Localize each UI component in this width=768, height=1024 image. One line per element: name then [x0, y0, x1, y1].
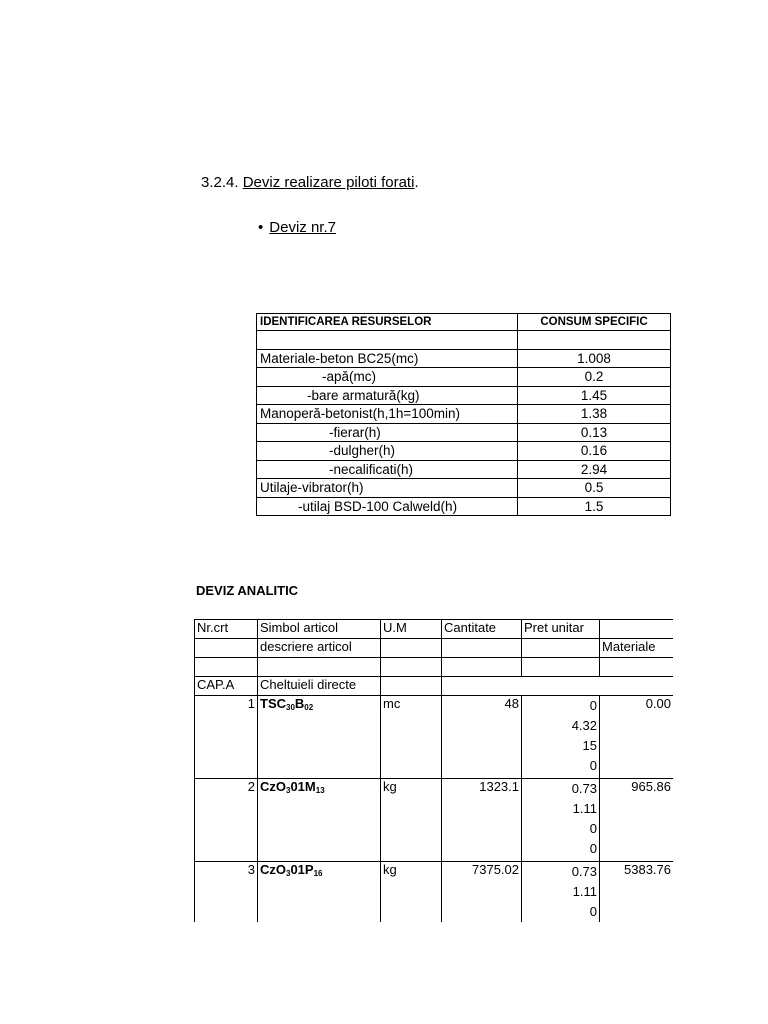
article-code-part: CzO	[260, 779, 286, 794]
empty-cell	[195, 658, 258, 677]
article-unit-price: 0.73	[571, 781, 597, 796]
resource-consumption: 1.5	[518, 497, 671, 516]
resources-header-name: IDENTIFICAREA RESURSELOR	[257, 314, 518, 331]
article-unit-price: 0	[589, 821, 597, 836]
chapter-label: CAP.A	[195, 677, 258, 696]
resource-row	[257, 423, 671, 442]
resource-name: -utilaj BSD-100 Calweld(h)	[257, 497, 518, 516]
deviz-subheading	[258, 219, 336, 236]
resource-consumption: 1.45	[518, 386, 671, 405]
section-title: Deviz realizare piloti forati	[242, 174, 415, 191]
resources-header-row	[257, 314, 671, 331]
header-um: U.M	[381, 620, 442, 639]
article-quantity: 48	[442, 696, 522, 779]
empty-cell	[442, 658, 522, 677]
article-unit-price: 0	[589, 758, 597, 773]
empty-cell	[442, 677, 522, 696]
subheader-materiale: Materiale	[600, 639, 674, 658]
resource-name: -apă(mc)	[257, 368, 518, 387]
chapter-desc: Cheltuieli directe	[258, 677, 381, 696]
header-simbol: Simbol articol	[258, 620, 381, 639]
subheader-cell	[522, 639, 600, 658]
article-unit-prices	[522, 779, 600, 862]
section-number: 3.2.4.	[201, 174, 243, 191]
empty-cell	[522, 658, 600, 677]
resource-row	[257, 442, 671, 461]
article-code-part: 3	[286, 869, 291, 878]
empty-cell	[381, 658, 442, 677]
resource-consumption: 0.2	[518, 368, 671, 387]
resource-name: -dulgher(h)	[257, 442, 518, 461]
article-code-part: B	[294, 696, 305, 711]
article-unit-price: 0.73	[571, 864, 597, 879]
empty-cell	[258, 658, 381, 677]
article-code-part: 3	[286, 786, 291, 795]
resource-consumption: 1.38	[518, 405, 671, 424]
resources-empty-cell	[518, 331, 671, 350]
resource-name: -necalificati(h)	[257, 460, 518, 479]
chapter-row	[195, 677, 674, 696]
article-unit-price: 15	[582, 738, 597, 753]
subheader-cell	[195, 639, 258, 658]
article-unit-prices	[522, 862, 600, 923]
article-um: kg	[381, 779, 442, 862]
resources-header-value: CONSUM SPECIFIC	[518, 314, 671, 331]
resource-name: -fierar(h)	[257, 423, 518, 442]
header-nr: Nr.crt	[195, 620, 258, 639]
article-row	[195, 696, 674, 779]
resource-row	[257, 405, 671, 424]
article-code-part: 02	[304, 703, 314, 712]
article-quantity: 7375.02	[442, 862, 522, 923]
empty-cell	[600, 658, 674, 677]
article-unit-price: 0	[589, 904, 597, 919]
section-title-period: .	[414, 174, 419, 191]
article-nr: 3	[195, 862, 258, 923]
resource-name: Utilaje-vibrator(h)	[257, 479, 518, 498]
article-code-part: CzO	[260, 862, 286, 877]
header-pret: Pret unitar	[522, 620, 600, 639]
analitic-title: DEVIZ ANALITIC	[196, 583, 299, 598]
article-row	[195, 779, 674, 862]
article-um: kg	[381, 862, 442, 923]
resource-consumption: 2.94	[518, 460, 671, 479]
article-materiale: 0.00	[600, 696, 674, 779]
resource-consumption: 0.5	[518, 479, 671, 498]
section-heading	[201, 174, 419, 191]
deviz-number: Deviz nr.7	[269, 219, 336, 236]
resources-empty-cell	[257, 331, 518, 350]
analitic-empty-row	[195, 658, 674, 677]
article-um: mc	[381, 696, 442, 779]
article-code-part: 01M	[290, 779, 316, 794]
article-unit-prices	[522, 696, 600, 779]
article-code-part: 30	[286, 703, 295, 712]
resource-row	[257, 349, 671, 368]
resources-empty-row	[257, 331, 671, 350]
resource-row	[257, 460, 671, 479]
article-row	[195, 862, 674, 923]
article-code-part: 01P	[290, 862, 314, 877]
resource-row	[257, 368, 671, 387]
article-code	[258, 696, 381, 779]
article-materiale: 965.86	[600, 779, 674, 862]
article-quantity: 1323.1	[442, 779, 522, 862]
analitic-subheader-row	[195, 639, 674, 658]
article-unit-price: 4.32	[571, 718, 597, 733]
resource-consumption: 0.16	[518, 442, 671, 461]
resource-name: Materiale-beton BC25(mc)	[257, 349, 518, 368]
resource-consumption: 0.13	[518, 423, 671, 442]
resource-row	[257, 386, 671, 405]
article-code-part: TSC	[260, 696, 286, 711]
article-nr: 2	[195, 779, 258, 862]
article-code-part: 16	[313, 869, 323, 878]
subheader-cell	[442, 639, 522, 658]
empty-cell	[522, 677, 600, 696]
empty-cell	[600, 677, 674, 696]
article-unit-price: 0	[589, 698, 597, 713]
article-code	[258, 779, 381, 862]
resource-row	[257, 479, 671, 498]
article-materiale: 5383.76	[600, 862, 674, 923]
article-code	[258, 862, 381, 923]
article-unit-price: 1.11	[572, 884, 597, 899]
resource-consumption: 1.008	[518, 349, 671, 368]
subheader-cell	[381, 639, 442, 658]
resource-name: Manoperă-betonist(h,1h=100min)	[257, 405, 518, 424]
empty-cell	[381, 677, 442, 696]
article-code-part: 13	[315, 786, 325, 795]
article-nr: 1	[195, 696, 258, 779]
subheader-descriere: descriere articol	[258, 639, 381, 658]
article-unit-price: 0	[589, 841, 597, 856]
bullet-icon: •	[258, 219, 264, 236]
article-unit-price: 1.11	[572, 801, 597, 816]
resource-name: -bare armatură(kg)	[257, 386, 518, 405]
header-blank	[600, 620, 674, 639]
resources-table	[256, 313, 671, 516]
resource-row	[257, 497, 671, 516]
header-cantitate: Cantitate	[442, 620, 522, 639]
analitic-table	[194, 619, 673, 922]
analitic-header-row	[195, 620, 674, 639]
